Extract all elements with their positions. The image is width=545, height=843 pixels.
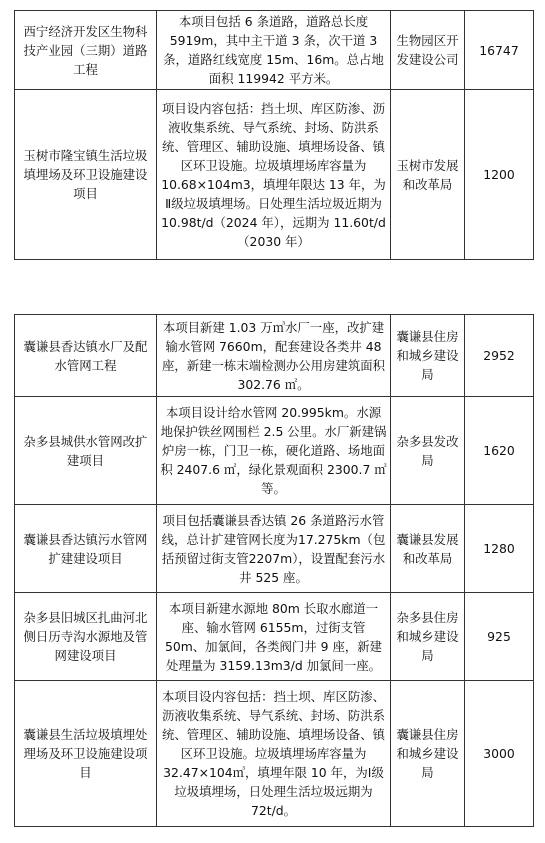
responsible-unit: 玉树市发展和改革局 xyxy=(391,90,465,260)
project-description: 本项目设计给水管网 20.995km。水源地保护铁丝网围栏 2.5 公里。水厂新建锅炉房一栋，门卫一栋，硬化道路、场地面积 2407.6 ㎡，绿化景观面积 2300.7 ㎡等。 xyxy=(157,397,391,505)
project-description: 本项目设内容包括：挡土坝、库区防渗、沥液收集系统、导气系统、封场、防洪系统、管理区、辅助设施、填埋场设备、镇区环卫设施。垃圾填埋场库容量为 32.47×104㎥，填埋年限 10 年，为Ⅰ级垃圾填埋场，日处理生活垃圾远期为 72t/d。 xyxy=(157,681,391,827)
responsible-unit: 杂多县住房和城乡建设局 xyxy=(391,593,465,681)
project-name: 杂多县旧城区扎曲河北侧日历寺沟水源地及管网建设项目 xyxy=(15,593,157,681)
table-row xyxy=(15,505,534,593)
responsible-unit: 囊谦县发展和改革局 xyxy=(391,505,465,593)
responsible-unit: 囊谦县住房和城乡建设局 xyxy=(391,315,465,397)
investment-amount: 1200 xyxy=(465,90,534,260)
table-row xyxy=(15,681,534,827)
table-row xyxy=(15,397,534,505)
table-row xyxy=(15,593,534,681)
project-name: 囊谦县香达镇水厂及配水管网工程 xyxy=(15,315,157,397)
project-description: 本项目新建 1.03 万㎥水厂一座，改扩建输水管网 7660m，配套建设各类井 48 座，新建一栋末端检测办公用房建筑面积 302.76 ㎡。 xyxy=(157,315,391,397)
investment-amount: 3000 xyxy=(465,681,534,827)
table-row xyxy=(15,11,534,90)
project-table-2 xyxy=(14,314,534,827)
project-description: 项目包括囊谦县香达镇 26 条道路污水管线，总计扩建管网长度为17.275km（包括预留过街支管2207m），设置配套污水井 525 座。 xyxy=(157,505,391,593)
project-name: 囊谦县生活垃圾填埋处理场及环卫设施建设项目 xyxy=(15,681,157,827)
investment-amount: 1620 xyxy=(465,397,534,505)
project-name: 杂多县城供水管网改扩建项目 xyxy=(15,397,157,505)
project-description: 本项目包括 6 条道路，道路总长度5919m，其中主干道 3 条，次干道 3条，道路红线宽度 15m、16m。总占地面积 119942 平方米。 xyxy=(157,11,391,90)
project-table-1 xyxy=(14,10,534,260)
investment-amount: 925 xyxy=(465,593,534,681)
investment-amount: 2952 xyxy=(465,315,534,397)
project-description: 项目设内容包括：挡土坝、库区防渗、沥液收集系统、导气系统、封场、防洪系统、管理区、辅助设施、填埋场设备、镇区环卫设施。垃圾填埋场库容量为 10.68×104m3，填埋年限达 13 年，为Ⅱ级垃圾填埋场。日处理生活垃圾近期为 10.98t/d（2024 年），远期为 11.60t/d（2030 年） xyxy=(157,90,391,260)
responsible-unit: 囊谦县住房和城乡建设局 xyxy=(391,681,465,827)
investment-amount: 16747 xyxy=(465,11,534,90)
project-name: 西宁经济开发区生物科技产业园（三期）道路工程 xyxy=(15,11,157,90)
project-name: 囊谦县香达镇污水管网扩建建设项目 xyxy=(15,505,157,593)
table-row xyxy=(15,315,534,397)
responsible-unit: 生物园区开发建设公司 xyxy=(391,11,465,90)
responsible-unit: 杂多县发改局 xyxy=(391,397,465,505)
table-row xyxy=(15,90,534,260)
investment-amount: 1280 xyxy=(465,505,534,593)
project-name: 玉树市隆宝镇生活垃圾填埋场及环卫设施建设项目 xyxy=(15,90,157,260)
project-description: 本项目新建水源地 80m 长取水廊道一座、输水管网 6155m，过街支管 50m、加氯间，各类阀门井 9 座，新建处理量为 3159.13m3/d 加氯间一座。 xyxy=(157,593,391,681)
